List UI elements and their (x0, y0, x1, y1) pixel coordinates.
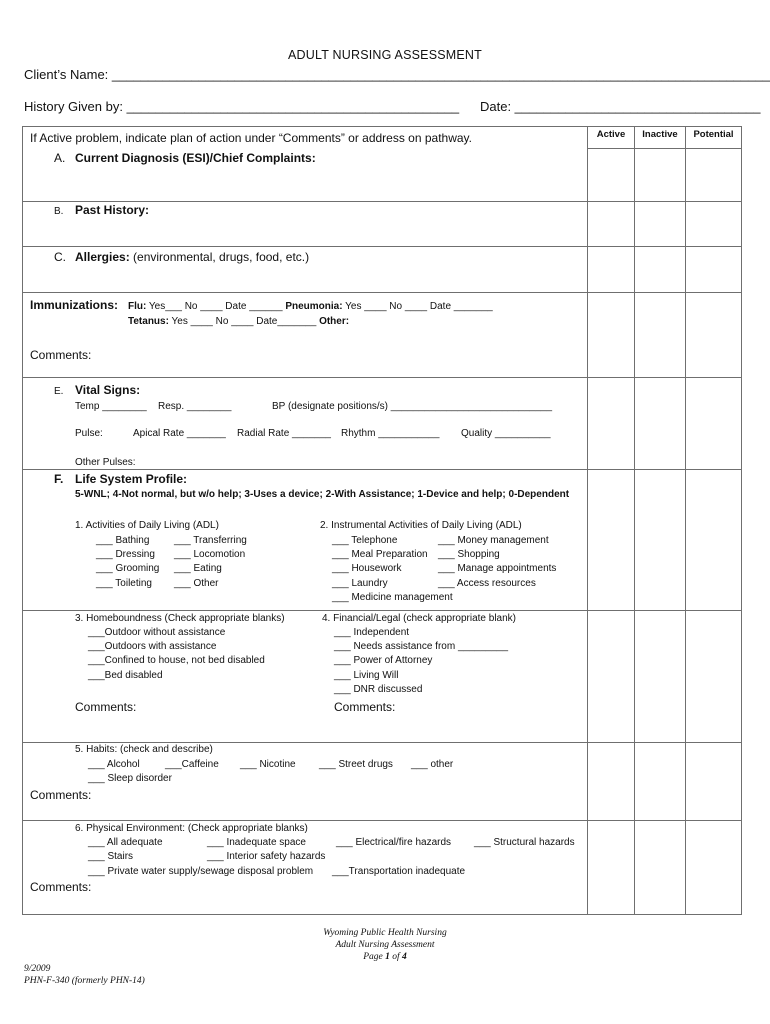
client-name-field[interactable]: Client’s Name: ___________________________________________________________________________________________ (24, 67, 770, 82)
column-header-active: Active (596, 129, 626, 140)
financial-legal-title: 4. Financial/Legal (check appropriate blank) (322, 613, 516, 624)
flu-pneumonia-line[interactable] (128, 301, 493, 312)
row-divider (587, 148, 742, 149)
column-header-inactive: Inactive (642, 129, 678, 140)
section-label: Current Diagnosis (ESI)/Chief Complaints: (75, 151, 316, 165)
tetanus-label: Tetanus: (128, 316, 169, 327)
section-letter: B. (54, 206, 64, 217)
row-divider (22, 377, 742, 378)
rhythm-field[interactable]: Rhythm ___________ (341, 428, 440, 439)
temp-field[interactable]: Temp ________ (75, 401, 147, 412)
page-total: 4 (402, 952, 407, 962)
section-label: Life System Profile: (75, 472, 188, 486)
habit-item-other[interactable]: ___ other (411, 759, 454, 770)
section-label: Allergies: (75, 250, 130, 264)
financial-item-needs-assistance[interactable]: ___ Needs assistance from _________ (334, 641, 509, 652)
page-prefix: Page (363, 952, 386, 962)
iadl-item-laundry[interactable]: ___ Laundry (332, 578, 388, 589)
other-label: Other: (319, 316, 350, 327)
env-item-interior-safety-hazards[interactable]: ___ Interior safety hazards (207, 851, 326, 862)
tetanus-line[interactable] (128, 316, 349, 327)
iadl-item-access-resources[interactable]: ___ Access resources (438, 578, 536, 589)
habit-item-caffeine[interactable]: ___Caffeine (165, 759, 219, 770)
adl-item-locomotion[interactable]: ___ Locomotion (174, 549, 246, 560)
radial-rate-field[interactable]: Radial Rate _______ (237, 428, 331, 439)
habit-item-alcohol[interactable]: ___ Alcohol (88, 759, 140, 770)
table-bottom-border (22, 914, 742, 915)
footer-form-id: PHN-F-340 (formerly PHN-14) (24, 976, 145, 986)
adl-item-grooming[interactable]: ___ Grooming (96, 563, 160, 574)
row-divider (22, 469, 742, 470)
column-divider (587, 126, 588, 914)
pulse-label: Pulse: (75, 428, 103, 439)
column-divider (685, 126, 686, 914)
env-item-structural-hazards[interactable]: ___ Structural hazards (474, 837, 575, 848)
page-of: of (389, 952, 403, 962)
habit-item-nicotine[interactable]: ___ Nicotine (240, 759, 296, 770)
rating-scale: 5-WNL; 4-Not normal, but w/o help; 3-Uses a device; 2-With Assistance; 1-Device and help; 0-Dependent (75, 489, 570, 500)
adl-item-bathing[interactable]: ___ Bathing (96, 535, 150, 546)
allergies-detail: (environmental, drugs, food, etc.) (129, 250, 310, 264)
env-item-stairs[interactable]: ___ Stairs (88, 851, 134, 862)
env-item-all-adequate[interactable]: ___ All adequate (88, 837, 163, 848)
env-item-private-water-supply[interactable]: ___ Private water supply/sewage disposal problem (88, 866, 314, 877)
tetanus-fields[interactable]: Yes ____ No ____ Date_______ (168, 316, 320, 327)
section-letter: F. (54, 472, 64, 486)
financial-item-dnr-discussed[interactable]: ___ DNR discussed (334, 684, 423, 695)
iadl-item-medicine-management[interactable]: ___ Medicine management (332, 592, 453, 603)
env-item-electrical-fire-hazards[interactable]: ___ Electrical/fire hazards (336, 837, 452, 848)
bp-field[interactable]: BP (designate positions/s) _____________________________ (272, 401, 553, 412)
section-label: Past History: (75, 203, 150, 217)
other-pulses-field[interactable]: Other Pulses: (75, 457, 136, 468)
iadl-item-money-management[interactable]: ___ Money management (438, 535, 549, 546)
adl-item-other[interactable]: ___ Other (174, 578, 219, 589)
iadl-item-shopping[interactable]: ___ Shopping (438, 549, 500, 560)
habit-item-sleep-disorder[interactable]: ___ Sleep disorder (88, 773, 172, 784)
row-divider (22, 820, 742, 821)
form-title: ADULT NURSING ASSESSMENT (288, 48, 482, 62)
homeboundness-title: 3. Homeboundness (Check appropriate blanks) (75, 613, 285, 624)
column-divider (634, 126, 635, 914)
table-right-border (741, 126, 742, 915)
section-letter: C. (54, 250, 66, 264)
section-letter: E. (54, 386, 64, 397)
homeboundness-comments[interactable]: Comments: (75, 700, 137, 714)
iadl-item-meal-preparation[interactable]: ___ Meal Preparation (332, 549, 428, 560)
env-item-transportation-inadequate[interactable]: ___Transportation inadequate (332, 866, 466, 877)
footer-form-title: Adult Nursing Assessment (335, 940, 435, 950)
environment-comments[interactable]: Comments: (30, 880, 92, 894)
adl-item-dressing[interactable]: ___ Dressing (96, 549, 155, 560)
resp-field[interactable]: Resp. ________ (158, 401, 232, 412)
financial-item-independent[interactable]: ___ Independent (334, 627, 410, 638)
iadl-title: 2. Instrumental Activities of Daily Living (ADL) (320, 520, 522, 531)
row-divider (22, 292, 742, 293)
section-label: Vital Signs: (75, 383, 141, 397)
table-left-border (22, 126, 23, 915)
footer-organization: Wyoming Public Health Nursing (323, 928, 447, 938)
financial-comments[interactable]: Comments: (334, 700, 396, 714)
adl-item-transferring[interactable]: ___ Transferring (174, 535, 247, 546)
allergies-line (75, 250, 309, 264)
homebound-item-outdoor-without-assistance[interactable]: ___Outdoor without assistance (88, 627, 226, 638)
row-divider (22, 610, 742, 611)
footer-date: 9/2009 (24, 964, 51, 974)
row-divider (22, 246, 742, 247)
history-given-field[interactable]: History Given by: ______________________________________________ (24, 99, 460, 114)
column-header-potential: Potential (693, 129, 734, 140)
habits-comments[interactable]: Comments: (30, 788, 92, 802)
env-item-inadequate-space[interactable]: ___ Inadequate space (207, 837, 306, 848)
quality-field[interactable]: Quality __________ (461, 428, 551, 439)
immunizations-comments[interactable]: Comments: (30, 348, 92, 362)
row-divider (22, 742, 742, 743)
section-letter: A. (54, 151, 66, 165)
homebound-item-outdoors-with-assistance[interactable]: ___Outdoors with assistance (88, 641, 217, 652)
habits-title: 5. Habits: (check and describe) (75, 744, 213, 755)
instructions-text: If Active problem, indicate plan of action under “Comments” or address on pathway. (30, 131, 473, 145)
date-field[interactable]: Date: __________________________________ (480, 99, 761, 114)
habit-item-street-drugs[interactable]: ___ Street drugs (319, 759, 393, 770)
iadl-item-telephone[interactable]: ___ Telephone (332, 535, 398, 546)
adl-item-toileting[interactable]: ___ Toileting (96, 578, 152, 589)
iadl-item-manage-appointments[interactable]: ___ Manage appointments (438, 563, 557, 574)
flu-label: Flu: (128, 301, 147, 312)
apical-rate-field[interactable]: Apical Rate _______ (133, 428, 226, 439)
flu-fields[interactable]: Yes___ No ____ Date ______ (146, 301, 286, 312)
iadl-item-housework[interactable]: ___ Housework (332, 563, 402, 574)
environment-title: 6. Physical Environment: (Check appropriate blanks) (75, 823, 308, 834)
adl-title: 1. Activities of Daily Living (ADL) (75, 520, 219, 531)
immunizations-label: Immunizations: (30, 298, 119, 312)
pneumonia-fields[interactable]: Yes ____ No ____ Date _______ (342, 301, 493, 312)
homebound-item-bed-disabled[interactable]: ___Bed disabled (88, 670, 163, 681)
page-current: 1 (385, 952, 390, 962)
row-divider (22, 201, 742, 202)
pneumonia-label: Pneumonia: (285, 301, 343, 312)
adl-item-eating[interactable]: ___ Eating (174, 563, 222, 574)
homebound-item-confined-to-house[interactable]: ___Confined to house, not bed disabled (88, 655, 265, 666)
financial-item-power-of-attorney[interactable]: ___ Power of Attorney (334, 655, 433, 666)
page-number (0, 952, 770, 962)
financial-item-living-will[interactable]: ___ Living Will (334, 670, 399, 681)
